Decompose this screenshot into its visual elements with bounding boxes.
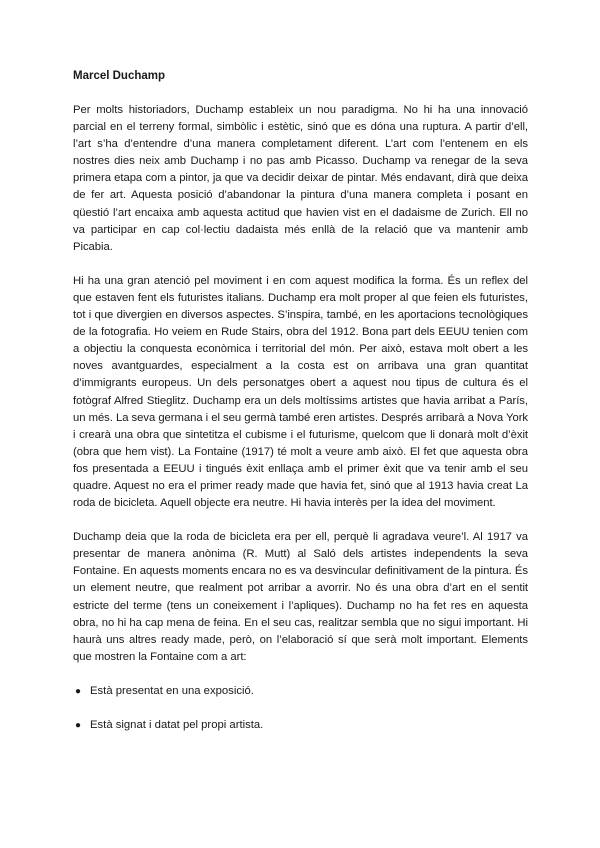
bullet-item-1 — [73, 683, 528, 700]
document-page — [73, 68, 528, 751]
bullet-item-2 — [73, 717, 528, 734]
paragraph-1: Per molts historiadors, Duchamp estableix un nou paradigma. No hi ha una innovació parcial en el terreny formal, simbòlic i estètic, sinó que es dóna una ruptura. A partir d’ell, l’art s’ha d’entendre d’una manera completament diferent. L’art com l’entenem en els nostres dies neix amb Duchamp i no pas amb Picasso. Duchamp va renegar de la seva primera etapa com a pintor, ja que va decidir deixar de pintar. Més endavant, dirà que deixa de fer art. Aquesta posició d’abandonar la pintura d’una manera completa i posant en qüestió l’art encaixa amb aquesta actitud que havien vist en el dadaisme de Zurich. Ell no va participar en cap col·lectiu dadaista més enllà de la relació que va mantenir amb Picabia. — [73, 104, 528, 253]
paragraph-2: Hi ha una gran atenció pel moviment i en com aquest modifica la forma. És un reflex del que estaven fent els futuristes italians. Duchamp era molt proper al que feien els futuristes, tot i que divergien en diversos aspectes. S’inspira, també, en les aportacions tecnològiques de la fotografia. Ho veiem en Rude Stairs, obra del 1912. Bona part dels EEUU tenien com a objectiu la conquesta econòmica i territorial del món. Per això, estava molt obert a les noves avantguardes, especialment a la costa est on arribava una gran quantitat d’immigrants europeus. Un dels personatges obert a aquest nou tipus de cultura és el fotògraf Alfred Stieglitz. Duchamp era un dels moltíssims artistes que havia arribat a París, un més. La seva germana i el seu germà també eren artistes. Després arribarà a Nova York i crearà una obra que sintetitza el cubisme i el futurisme, quelcom que li donarà molt d’èxit (obra que hem vist). La Fontaine (1917) té molt a veure amb això. El fet que aquesta obra fos presentada a EEUU i tingués èxit enllaça amb el primer èxit que va tenir amb el seu quadre. Aquest no era el primer ready made que havia fet, sinó que al 1913 havia creat La roda de bicicleta. Aquell objecte era neutre. Hi havia interès per la idea del moviment. — [73, 274, 528, 510]
document-title: Marcel Duchamp — [73, 70, 166, 82]
paragraph-3: Duchamp deia que la roda de bicicleta era per ell, perquè li agradava veure’l. Al 1917 va presentar de manera anònima (R. Mutt) al Saló dels artistes independents la seva Fontaine. En aquests moments encara no es va desvincular definitivament de la pintura. És un element neutre, que realment pot arribar a avorrir. No és una obra d’art en el sentit estricte del terme (tens un coneixement i l’apliques). Duchamp no ha fet res en aquesta obra, no hi ha cap mena de feina. En el seu cas, realitzar sembla que no sigui important. Hi haurà uns altres ready made, però, on l’elaboració sí que serà molt important. Elements que mostren la Fontaine com a art: — [73, 531, 528, 663]
bullet-text-2: Està signat i datat pel propi artista. — [90, 718, 264, 731]
bullet-icon: ● — [75, 685, 82, 697]
bullet-list — [73, 683, 528, 734]
bullet-text-1: Està presentat en una exposició. — [90, 684, 254, 697]
bullet-icon: ● — [75, 719, 82, 731]
